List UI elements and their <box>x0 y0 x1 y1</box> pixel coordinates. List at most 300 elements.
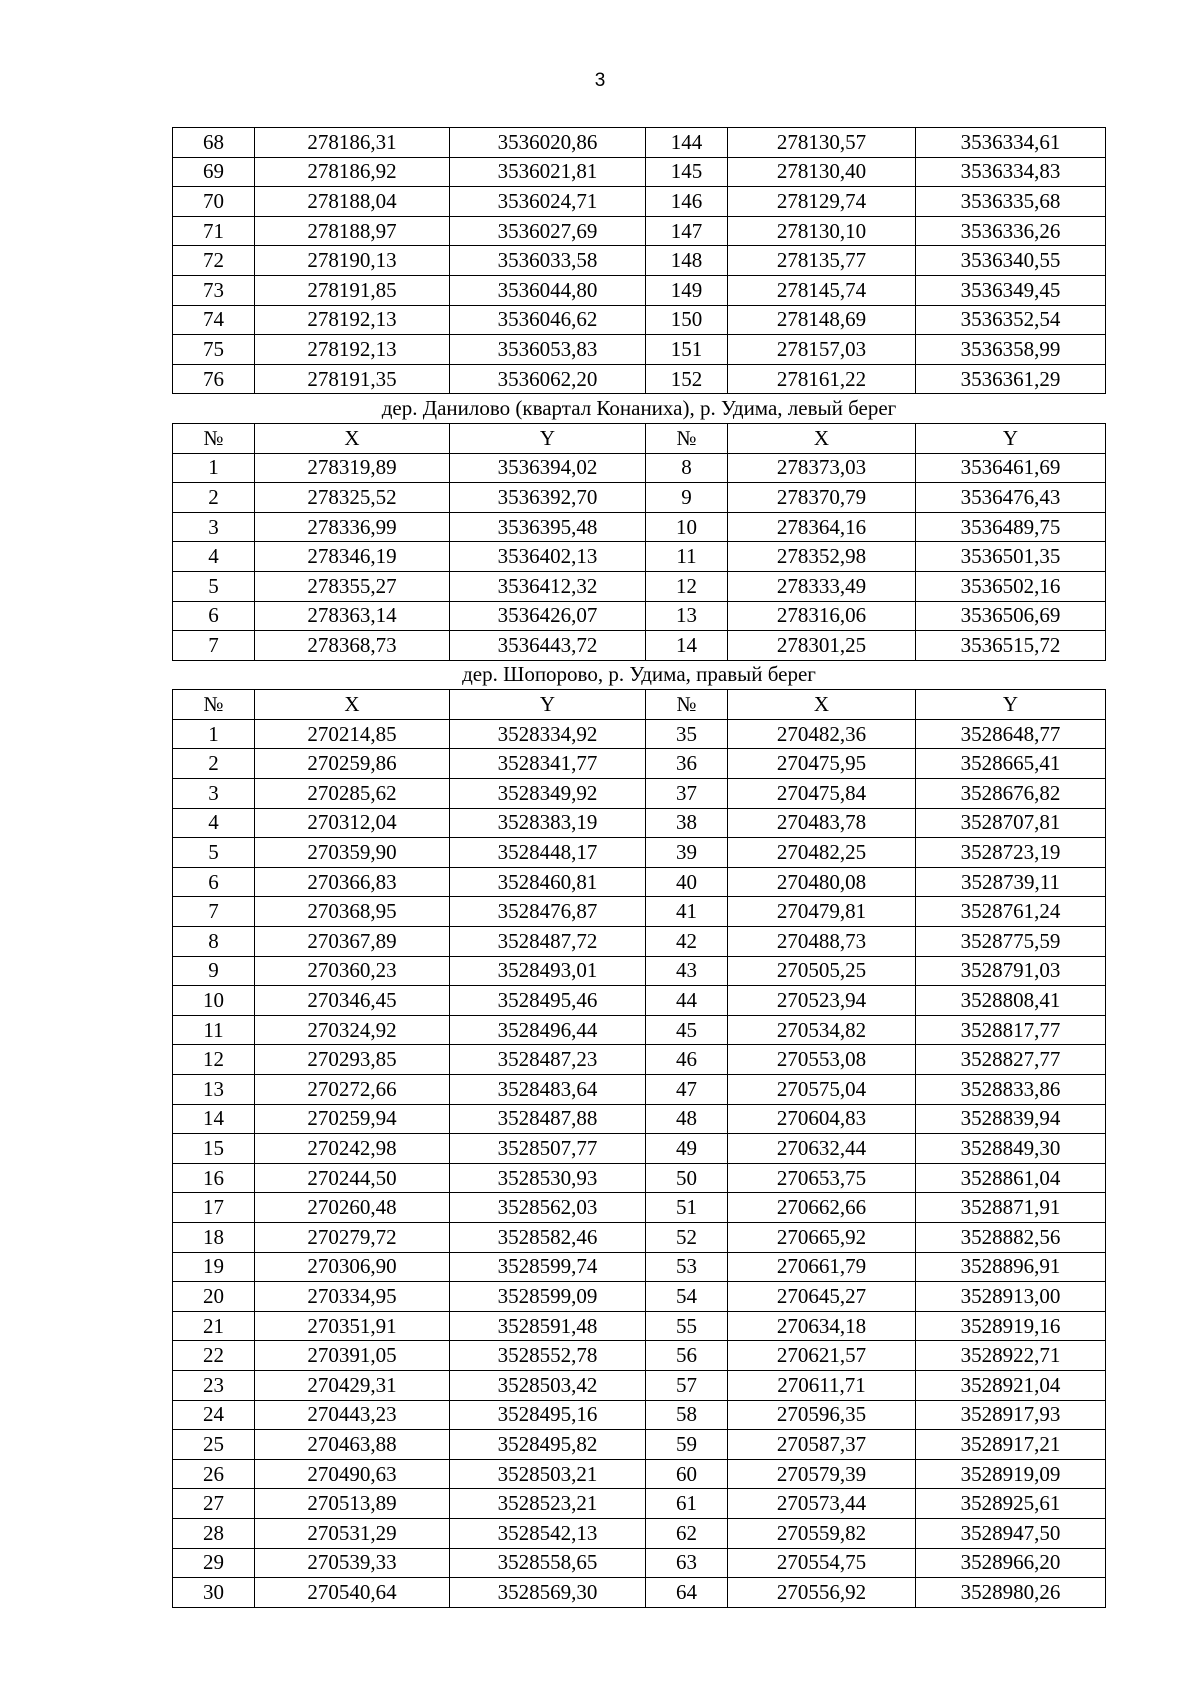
table-cell: 72 <box>173 246 255 276</box>
table-row <box>173 1075 1106 1105</box>
table-cell: 270242,98 <box>255 1134 450 1164</box>
table-cell: 3536334,83 <box>916 157 1106 187</box>
table-cell: 270632,44 <box>728 1134 916 1164</box>
table-cell: 3528947,50 <box>916 1518 1106 1548</box>
table-cell: 4 <box>173 542 255 572</box>
table-row <box>173 1341 1106 1371</box>
table-cell: 75 <box>173 335 255 365</box>
table-row <box>173 927 1106 957</box>
table-cell: 270665,92 <box>728 1222 916 1252</box>
table-row <box>173 749 1106 779</box>
table-cell: 270573,44 <box>728 1489 916 1519</box>
table-cell: 3528569,30 <box>450 1578 646 1608</box>
table-cell: 145 <box>646 157 728 187</box>
table-row <box>173 305 1106 335</box>
table-cell: 270312,04 <box>255 808 450 838</box>
table-row <box>173 1045 1106 1075</box>
table-cell: 3536340,55 <box>916 246 1106 276</box>
table-row <box>173 986 1106 1016</box>
table-cell: 23 <box>173 1370 255 1400</box>
table-cell: 3536515,72 <box>916 631 1106 661</box>
table-cell: 3528966,20 <box>916 1548 1106 1578</box>
table-cell: 3528921,04 <box>916 1370 1106 1400</box>
table-cell: 6 <box>173 867 255 897</box>
table-cell: 278346,19 <box>255 542 450 572</box>
table-cell: 270554,75 <box>728 1548 916 1578</box>
table-cell: 3528582,46 <box>450 1222 646 1252</box>
column-header: № <box>173 423 255 453</box>
table-cell: 19 <box>173 1252 255 1282</box>
table-cell: 3528739,11 <box>916 867 1106 897</box>
section-title-row <box>173 394 1106 424</box>
table-row <box>173 1193 1106 1223</box>
table-cell: 17 <box>173 1193 255 1223</box>
table-row <box>173 719 1106 749</box>
table-cell: 270559,82 <box>728 1518 916 1548</box>
table-cell: 270488,73 <box>728 927 916 957</box>
table-cell: 3528707,81 <box>916 808 1106 838</box>
table-cell: 270475,84 <box>728 779 916 809</box>
table-cell: 3528861,04 <box>916 1163 1106 1193</box>
table-cell: 270490,63 <box>255 1459 450 1489</box>
table-cell: 25 <box>173 1430 255 1460</box>
table-cell: 270260,48 <box>255 1193 450 1223</box>
table-cell: 270662,66 <box>728 1193 916 1223</box>
table-cell: 56 <box>646 1341 728 1371</box>
table-cell: 61 <box>646 1489 728 1519</box>
table-row <box>173 512 1106 542</box>
table-cell: 3536062,20 <box>450 364 646 394</box>
table-row <box>173 335 1106 365</box>
table-cell: 270214,85 <box>255 719 450 749</box>
column-header: Y <box>450 423 646 453</box>
table-cell: 270259,86 <box>255 749 450 779</box>
table-cell: 3536402,13 <box>450 542 646 572</box>
table-cell: 7 <box>173 897 255 927</box>
table-cell: 62 <box>646 1518 728 1548</box>
table-cell: 3536392,70 <box>450 483 646 513</box>
table-cell: 15 <box>173 1134 255 1164</box>
table-cell: 3528676,82 <box>916 779 1106 809</box>
table-cell: 3536020,86 <box>450 128 646 158</box>
table-cell: 51 <box>646 1193 728 1223</box>
table-cell: 278190,13 <box>255 246 450 276</box>
table-cell: 70 <box>173 187 255 217</box>
table-cell: 54 <box>646 1282 728 1312</box>
table-cell: 44 <box>646 986 728 1016</box>
table-cell: 47 <box>646 1075 728 1105</box>
table-row <box>173 1489 1106 1519</box>
table-cell: 3536352,54 <box>916 305 1106 335</box>
table-cell: 270540,64 <box>255 1578 450 1608</box>
table-cell: 270553,08 <box>728 1045 916 1075</box>
table-cell: 28 <box>173 1518 255 1548</box>
table-row <box>173 1430 1106 1460</box>
table-cell: 52 <box>646 1222 728 1252</box>
table-cell: 3536502,16 <box>916 571 1106 601</box>
table-cell: 16 <box>173 1163 255 1193</box>
table-cell: 13 <box>173 1075 255 1105</box>
table-cell: 8 <box>173 927 255 957</box>
table-cell: 3536053,83 <box>450 335 646 365</box>
table-cell: 58 <box>646 1400 728 1430</box>
table-cell: 278186,92 <box>255 157 450 187</box>
table-cell: 50 <box>646 1163 728 1193</box>
table-cell: 3536033,58 <box>450 246 646 276</box>
table-cell: 55 <box>646 1311 728 1341</box>
table-cell: 270359,90 <box>255 838 450 868</box>
table-cell: 3536412,32 <box>450 571 646 601</box>
table-row <box>173 1459 1106 1489</box>
table-cell: 3528542,13 <box>450 1518 646 1548</box>
page-number: 3 <box>594 70 606 91</box>
table-cell: 278301,25 <box>728 631 916 661</box>
coordinates-table-body <box>173 128 1106 1608</box>
column-header: № <box>646 423 728 453</box>
table-cell: 3528487,88 <box>450 1104 646 1134</box>
table-cell: 3528552,78 <box>450 1341 646 1371</box>
table-cell: 3528495,82 <box>450 1430 646 1460</box>
table-cell: 45 <box>646 1015 728 1045</box>
table-cell: 3528761,24 <box>916 897 1106 927</box>
table-cell: 144 <box>646 128 728 158</box>
table-cell: 10 <box>173 986 255 1016</box>
table-row <box>173 1134 1106 1164</box>
table-cell: 278192,13 <box>255 305 450 335</box>
table-cell: 270482,25 <box>728 838 916 868</box>
table-row <box>173 808 1106 838</box>
table-row <box>173 779 1106 809</box>
table-cell: 3528495,16 <box>450 1400 646 1430</box>
table-row <box>173 867 1106 897</box>
table-cell: 2 <box>173 483 255 513</box>
table-cell: 3528496,44 <box>450 1015 646 1045</box>
table-cell: 270475,95 <box>728 749 916 779</box>
table-cell: 270556,92 <box>728 1578 916 1608</box>
table-cell: 3528922,71 <box>916 1341 1106 1371</box>
table-cell: 270579,39 <box>728 1459 916 1489</box>
table-cell: 3536489,75 <box>916 512 1106 542</box>
table-row <box>173 187 1106 217</box>
table-cell: 8 <box>646 453 728 483</box>
table-cell: 3536394,02 <box>450 453 646 483</box>
table-row <box>173 1252 1106 1282</box>
table-cell: 3536349,45 <box>916 275 1106 305</box>
table-cell: 3528530,93 <box>450 1163 646 1193</box>
table-cell: 270443,23 <box>255 1400 450 1430</box>
table-cell: 270505,25 <box>728 956 916 986</box>
table-cell: 3528487,23 <box>450 1045 646 1075</box>
table-row <box>173 1578 1106 1608</box>
table-cell: 3536027,69 <box>450 216 646 246</box>
table-cell: 270391,05 <box>255 1341 450 1371</box>
table-row <box>173 364 1106 394</box>
table-cell: 270360,23 <box>255 956 450 986</box>
table-cell: 21 <box>173 1311 255 1341</box>
table-cell: 64 <box>646 1578 728 1608</box>
table-cell: 3536506,69 <box>916 601 1106 631</box>
column-header: Y <box>450 690 646 720</box>
table-row <box>173 1370 1106 1400</box>
table-cell: 76 <box>173 364 255 394</box>
table-cell: 10 <box>646 512 728 542</box>
table-cell: 270653,75 <box>728 1163 916 1193</box>
table-row <box>173 128 1106 158</box>
table-cell: 46 <box>646 1045 728 1075</box>
table-cell: 3528476,87 <box>450 897 646 927</box>
table-cell: 152 <box>646 364 728 394</box>
table-cell: 3528917,93 <box>916 1400 1106 1430</box>
table-cell: 278145,74 <box>728 275 916 305</box>
table-cell: 3528448,17 <box>450 838 646 868</box>
column-header: X <box>255 423 450 453</box>
table-cell: 278368,73 <box>255 631 450 661</box>
table-cell: 3528591,48 <box>450 1311 646 1341</box>
table-cell: 3536024,71 <box>450 187 646 217</box>
table-cell: 43 <box>646 956 728 986</box>
table-cell: 3528817,77 <box>916 1015 1106 1045</box>
table-cell: 3528648,77 <box>916 719 1106 749</box>
table-row <box>173 1282 1106 1312</box>
table-cell: 3536395,48 <box>450 512 646 542</box>
table-row <box>173 1548 1106 1578</box>
table-cell: 42 <box>646 927 728 957</box>
table-row <box>173 1104 1106 1134</box>
table-cell: 3528507,77 <box>450 1134 646 1164</box>
table-cell: 6 <box>173 601 255 631</box>
table-cell: 270539,33 <box>255 1548 450 1578</box>
table-cell: 3528808,41 <box>916 986 1106 1016</box>
column-header: № <box>646 690 728 720</box>
table-cell: 278333,49 <box>728 571 916 601</box>
table-cell: 3528665,41 <box>916 749 1106 779</box>
table-cell: 3528871,91 <box>916 1193 1106 1223</box>
table-cell: 37 <box>646 779 728 809</box>
table-cell: 3528925,61 <box>916 1489 1106 1519</box>
table-cell: 3528980,26 <box>916 1578 1106 1608</box>
table-cell: 3536361,29 <box>916 364 1106 394</box>
column-header-row <box>173 423 1106 453</box>
table-cell: 3536443,72 <box>450 631 646 661</box>
table-cell: 270429,31 <box>255 1370 450 1400</box>
table-cell: 146 <box>646 187 728 217</box>
table-row <box>173 631 1106 661</box>
table-cell: 270351,91 <box>255 1311 450 1341</box>
table-cell: 3528791,03 <box>916 956 1106 986</box>
table-row <box>173 1222 1106 1252</box>
column-header: Y <box>916 690 1106 720</box>
table-cell: 3528523,21 <box>450 1489 646 1519</box>
table-cell: 3528913,00 <box>916 1282 1106 1312</box>
table-row <box>173 1400 1106 1430</box>
table-cell: 3528503,21 <box>450 1459 646 1489</box>
table-cell: 3536358,99 <box>916 335 1106 365</box>
table-row <box>173 1163 1106 1193</box>
table-cell: 3536336,26 <box>916 216 1106 246</box>
table-cell: 278161,22 <box>728 364 916 394</box>
table-row <box>173 453 1106 483</box>
table-cell: 148 <box>646 246 728 276</box>
table-row <box>173 601 1106 631</box>
table-cell: 3528775,59 <box>916 927 1106 957</box>
table-cell: 278363,14 <box>255 601 450 631</box>
table-row <box>173 1015 1106 1045</box>
table-cell: 278316,06 <box>728 601 916 631</box>
table-cell: 278373,03 <box>728 453 916 483</box>
table-cell: 49 <box>646 1134 728 1164</box>
table-cell: 29 <box>173 1548 255 1578</box>
table-cell: 3528483,64 <box>450 1075 646 1105</box>
table-cell: 71 <box>173 216 255 246</box>
table-row <box>173 838 1106 868</box>
table-cell: 278188,97 <box>255 216 450 246</box>
table-cell: 74 <box>173 305 255 335</box>
table-cell: 69 <box>173 157 255 187</box>
table-cell: 3528562,03 <box>450 1193 646 1223</box>
table-cell: 60 <box>646 1459 728 1489</box>
table-cell: 22 <box>173 1341 255 1371</box>
table-cell: 278148,69 <box>728 305 916 335</box>
table-cell: 270279,72 <box>255 1222 450 1252</box>
table-cell: 278364,16 <box>728 512 916 542</box>
table-cell: 278325,52 <box>255 483 450 513</box>
coordinates-table <box>172 127 1106 1608</box>
table-row <box>173 1518 1106 1548</box>
table-cell: 3528919,09 <box>916 1459 1106 1489</box>
table-cell: 270480,08 <box>728 867 916 897</box>
table-cell: 2 <box>173 749 255 779</box>
column-header: X <box>255 690 450 720</box>
table-cell: 40 <box>646 867 728 897</box>
table-cell: 3528558,65 <box>450 1548 646 1578</box>
table-cell: 12 <box>173 1045 255 1075</box>
table-cell: 270293,85 <box>255 1045 450 1075</box>
table-cell: 68 <box>173 128 255 158</box>
table-cell: 149 <box>646 275 728 305</box>
table-cell: 5 <box>173 838 255 868</box>
column-header: X <box>728 423 916 453</box>
table-cell: 9 <box>646 483 728 513</box>
table-cell: 270611,71 <box>728 1370 916 1400</box>
table-cell: 270645,27 <box>728 1282 916 1312</box>
table-row <box>173 483 1106 513</box>
table-cell: 278336,99 <box>255 512 450 542</box>
section-title-row <box>173 660 1106 690</box>
table-cell: 13 <box>646 601 728 631</box>
table-cell: 278191,35 <box>255 364 450 394</box>
table-cell: 278130,10 <box>728 216 916 246</box>
table-cell: 270367,89 <box>255 927 450 957</box>
table-cell: 270306,90 <box>255 1252 450 1282</box>
table-cell: 3528896,91 <box>916 1252 1106 1282</box>
table-row <box>173 1311 1106 1341</box>
table-cell: 14 <box>646 631 728 661</box>
table-cell: 57 <box>646 1370 728 1400</box>
table-cell: 270513,89 <box>255 1489 450 1519</box>
table-cell: 39 <box>646 838 728 868</box>
table-row <box>173 216 1106 246</box>
table-cell: 270604,83 <box>728 1104 916 1134</box>
table-cell: 270366,83 <box>255 867 450 897</box>
section-title: дер. Данилово (квартал Конаниха), р. Удима, левый берег <box>173 394 1106 424</box>
table-cell: 30 <box>173 1578 255 1608</box>
table-cell: 12 <box>646 571 728 601</box>
table-row <box>173 571 1106 601</box>
table-cell: 3528919,16 <box>916 1311 1106 1341</box>
table-row <box>173 275 1106 305</box>
table-cell: 278129,74 <box>728 187 916 217</box>
table-cell: 3528487,72 <box>450 927 646 957</box>
table-cell: 278130,40 <box>728 157 916 187</box>
table-cell: 27 <box>173 1489 255 1519</box>
table-cell: 270482,36 <box>728 719 916 749</box>
table-cell: 3528599,09 <box>450 1282 646 1312</box>
table-cell: 63 <box>646 1548 728 1578</box>
table-cell: 53 <box>646 1252 728 1282</box>
table-cell: 270479,81 <box>728 897 916 927</box>
table-cell: 270483,78 <box>728 808 916 838</box>
table-row <box>173 897 1106 927</box>
section-title: дер. Шопорово, р. Удима, правый берег <box>173 660 1106 690</box>
table-cell: 3528460,81 <box>450 867 646 897</box>
table-cell: 73 <box>173 275 255 305</box>
table-cell: 3536426,07 <box>450 601 646 631</box>
table-cell: 270463,88 <box>255 1430 450 1460</box>
table-cell: 20 <box>173 1282 255 1312</box>
table-cell: 270324,92 <box>255 1015 450 1045</box>
column-header: X <box>728 690 916 720</box>
table-row <box>173 246 1106 276</box>
table-row <box>173 157 1106 187</box>
table-cell: 1 <box>173 719 255 749</box>
table-cell: 3528334,92 <box>450 719 646 749</box>
table-cell: 3536476,43 <box>916 483 1106 513</box>
table-cell: 270621,57 <box>728 1341 916 1371</box>
table-cell: 4 <box>173 808 255 838</box>
table-cell: 7 <box>173 631 255 661</box>
table-cell: 59 <box>646 1430 728 1460</box>
table-cell: 3528503,42 <box>450 1370 646 1400</box>
table-cell: 3528495,46 <box>450 986 646 1016</box>
table-cell: 3528383,19 <box>450 808 646 838</box>
table-row <box>173 542 1106 572</box>
table-cell: 270575,04 <box>728 1075 916 1105</box>
table-cell: 270531,29 <box>255 1518 450 1548</box>
table-cell: 3536335,68 <box>916 187 1106 217</box>
table-cell: 3536021,81 <box>450 157 646 187</box>
table-cell: 3528723,19 <box>916 838 1106 868</box>
table-cell: 278130,57 <box>728 128 916 158</box>
table-cell: 270634,18 <box>728 1311 916 1341</box>
table-cell: 24 <box>173 1400 255 1430</box>
table-cell: 270534,82 <box>728 1015 916 1045</box>
table-cell: 35 <box>646 719 728 749</box>
table-cell: 3 <box>173 512 255 542</box>
table-cell: 270259,94 <box>255 1104 450 1134</box>
table-cell: 3536461,69 <box>916 453 1106 483</box>
table-cell: 9 <box>173 956 255 986</box>
table-cell: 278135,77 <box>728 246 916 276</box>
column-header-row <box>173 690 1106 720</box>
table-cell: 3536046,62 <box>450 305 646 335</box>
table-cell: 278191,85 <box>255 275 450 305</box>
table-cell: 278319,89 <box>255 453 450 483</box>
table-cell: 278192,13 <box>255 335 450 365</box>
table-cell: 151 <box>646 335 728 365</box>
table-cell: 5 <box>173 571 255 601</box>
table-cell: 3528341,77 <box>450 749 646 779</box>
table-row <box>173 956 1106 986</box>
